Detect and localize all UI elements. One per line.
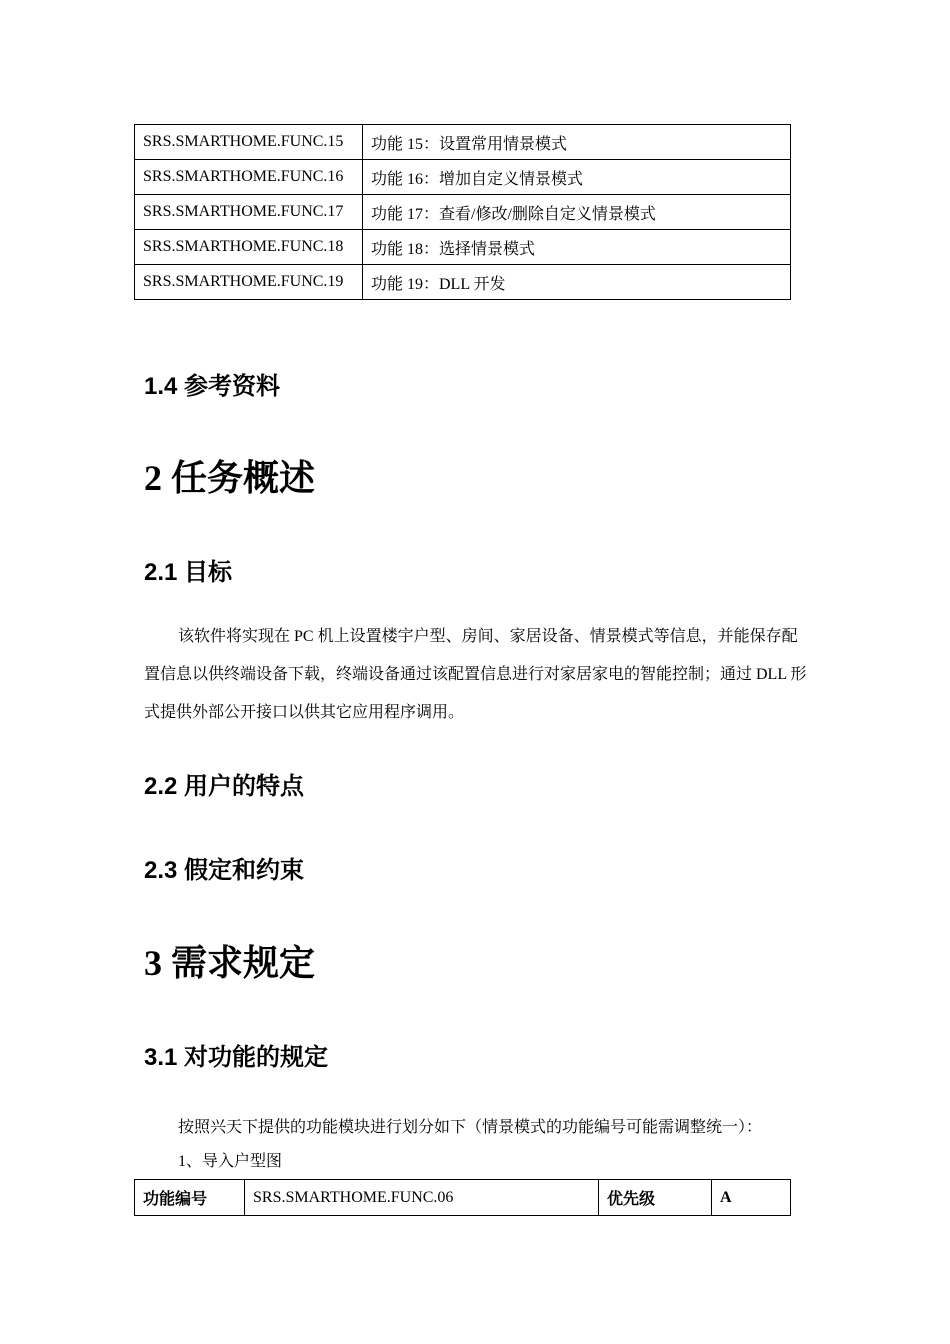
heading-2-3-assumptions: 2.3 假定和约束: [144, 857, 305, 884]
table-row: [135, 230, 791, 265]
function-detail-table: [134, 1179, 791, 1216]
func-desc-cell: 功能 18：选择情景模式: [363, 230, 791, 265]
heading-1-4-references: 1.4 参考资料: [144, 373, 281, 400]
table-row: [135, 195, 791, 230]
func-code-cell: SRS.SMARTHOME.FUNC.15: [135, 125, 363, 160]
func-code-cell: SRS.SMARTHOME.FUNC.17: [135, 195, 363, 230]
function-intro-text: 按照兴天下提供的功能模块进行划分如下（情景模式的功能编号可能需调整统一）：: [178, 1119, 763, 1136]
table-row: [135, 125, 791, 160]
priority-value: A: [712, 1180, 791, 1216]
heading-2-2-user-traits: 2.2 用户的特点: [144, 773, 305, 800]
func-code-cell: SRS.SMARTHOME.FUNC.19: [135, 265, 363, 300]
func-desc-cell: 功能 16：增加自定义情景模式: [363, 160, 791, 195]
func-code-cell: SRS.SMARTHOME.FUNC.16: [135, 160, 363, 195]
func-code-value: SRS.SMARTHOME.FUNC.06: [245, 1180, 599, 1216]
heading-2-1-goal: 2.1 目标: [144, 559, 233, 586]
func-desc-cell: 功能 15：设置常用情景模式: [363, 125, 791, 160]
goal-paragraph: 该软件将实现在 PC 机上设置楼宇户型、房间、家居设备、情景模式等信息，并能保存配置信息以供终端设备下载，终端设备通过该配置信息进行对家居家电的智能控制；通过 DLL 形式提供外部公开接口以供其它应用程序调用。: [144, 628, 807, 721]
func-desc-cell: 功能 17：查看/修改/删除自定义情景模式: [363, 195, 791, 230]
func-code-label: 功能编号: [135, 1180, 245, 1216]
priority-label: 优先级: [599, 1180, 712, 1216]
heading-3-requirements: 3 需求规定: [144, 943, 316, 983]
func-code-cell: SRS.SMARTHOME.FUNC.18: [135, 230, 363, 265]
table-row: [135, 265, 791, 300]
table-row: [135, 1180, 791, 1216]
table-row: [135, 160, 791, 195]
function-list-table: [134, 124, 791, 300]
list-item-import-floorplan: 1、导入户型图: [178, 1153, 283, 1170]
func-desc-cell: 功能 19：DLL 开发: [363, 265, 791, 300]
heading-3-1-function-spec: 3.1 对功能的规定: [144, 1044, 329, 1071]
heading-2-task-overview: 2 任务概述: [144, 458, 316, 498]
